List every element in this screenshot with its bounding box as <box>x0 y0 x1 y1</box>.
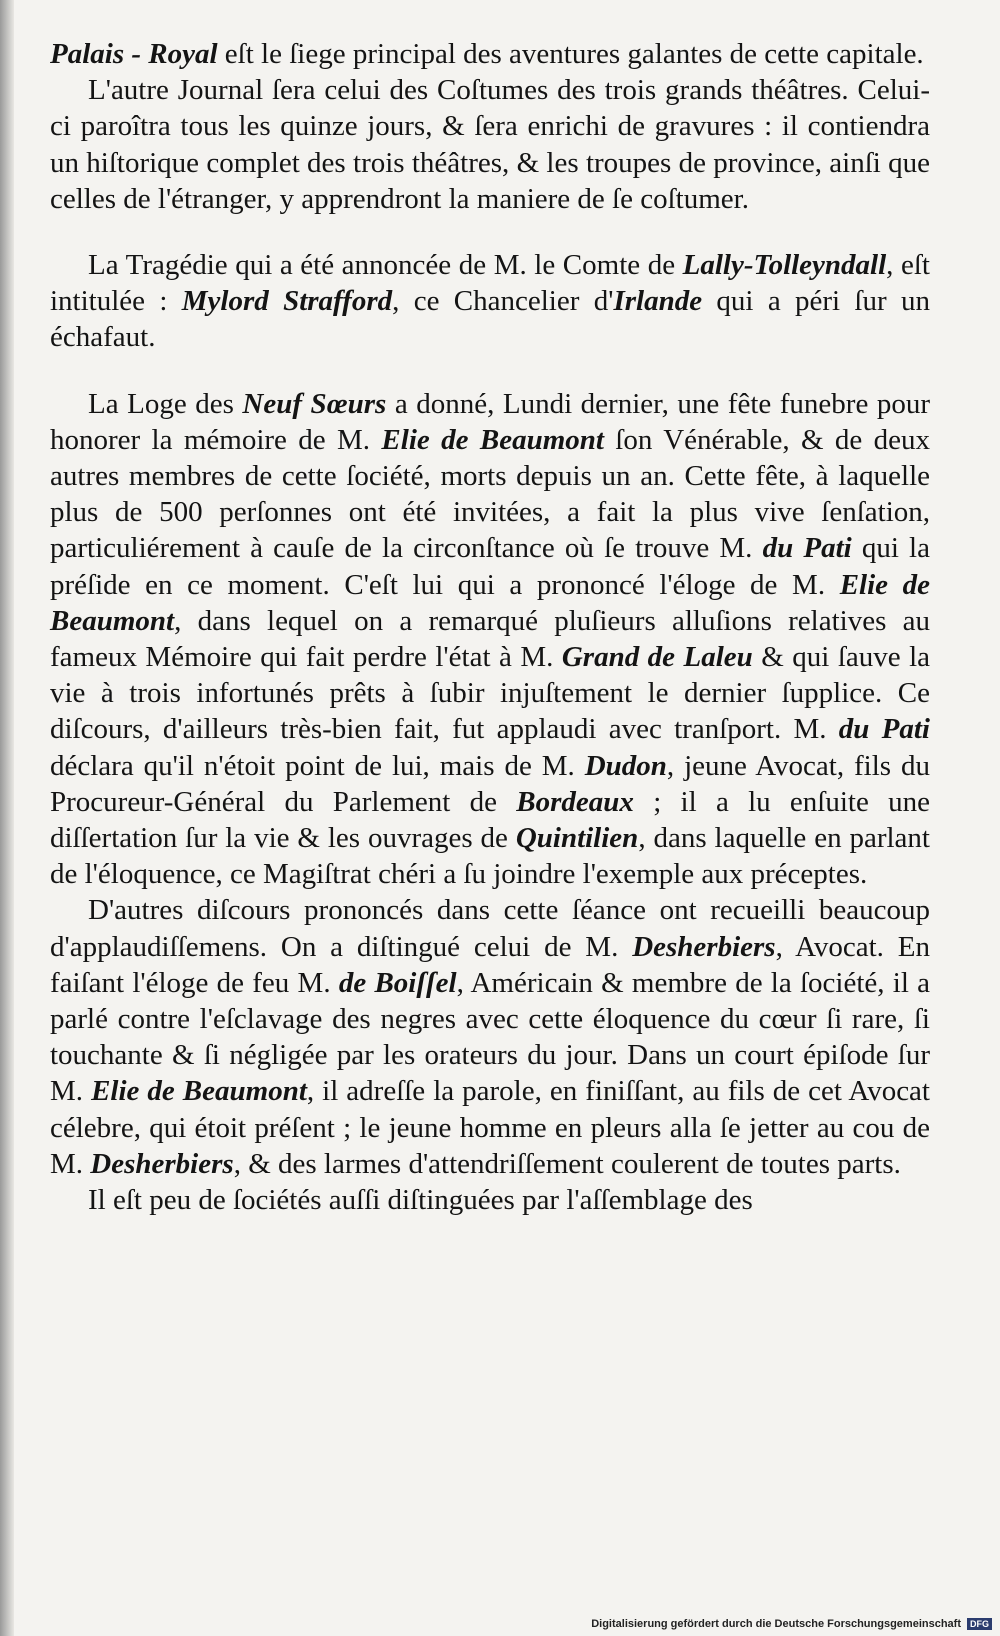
text-run: La Tragédie qui a été annoncée de M. le Comte de <box>88 249 683 282</box>
italic-name: Elie de Beaumont <box>91 1075 307 1108</box>
text-run: L'autre Journal ſera celui des Coſtumes des trois grands théâtres. Celui-ci paroîtra tous les quinze jours, & ſera enrichi de gravures : il contiendra un hiſtorique complet des trois théâtres, & les troupes de province, ainſi que celles de l'étranger, y apprendront la maniere de ſe coſtumer. <box>50 74 930 215</box>
italic-name: du Pati <box>838 713 930 746</box>
italic-name: Palais - Royal <box>50 38 218 70</box>
dfg-logo: DFG <box>967 1618 992 1630</box>
text-run: ; il a lu enſuite une diſſertation ſur la vie & les ouvrages de <box>50 785 931 855</box>
italic-name: Elie de Beaumont <box>50 568 930 637</box>
text-run: eſt le ſiege principal des aventures galantes de cette capitale. <box>217 38 924 70</box>
italic-name: Bordeaux <box>516 785 634 818</box>
text-run: déclara qu'il n'étoit point de lui, mais de M. <box>50 749 585 782</box>
italic-name: Dudon <box>584 749 667 782</box>
page-body <box>50 36 930 1218</box>
text-run: , dans laquelle en parlant de l'éloquence, ce Magiſtrat chéri a ſu joindre l'exemple aux préceptes. <box>50 822 930 891</box>
paragraph-6 <box>50 1182 930 1218</box>
digitization-footer <box>591 1618 992 1630</box>
italic-name: Irlande <box>613 285 703 318</box>
text-run: , dans lequel on a remarqué pluſieurs alluſions relatives au fameux Mémoire qui fait perdre l'état à M. <box>50 604 930 674</box>
text-run: , & des larmes d'attendriſſement coulerent de toutes parts. <box>233 1147 901 1180</box>
text-run: ſon Vénérable, & de deux autres membres de cette ſociété, morts depuis un an. Cette fête, à laquelle plus de 500 perſonnes ont été invitées, a fait la plus vive ſenſation, particuliérement à cauſe de la circonſtance où ſe trouve M. <box>50 423 930 565</box>
text-run: qui la préſide en ce moment. C'eſt lui qui a prononcé l'éloge de M. <box>50 532 930 601</box>
paragraph-2 <box>50 72 930 217</box>
paragraph-3 <box>50 247 930 356</box>
paragraph-5 <box>50 892 930 1182</box>
footer-credit: Digitalisierung gefördert durch die Deutsche Forschungsgemeinschaft <box>591 1618 961 1630</box>
italic-name: Neuf Sœurs <box>242 387 387 420</box>
text-run: La Loge des <box>88 387 243 420</box>
paragraph-4 <box>50 386 930 893</box>
text-run: Il eſt peu de ſociétés auſſi diſtinguées par l'aſſemblage des <box>88 1184 753 1217</box>
italic-name: Elie de Beaumont <box>381 423 604 456</box>
italic-name: Mylord Strafford <box>181 285 393 318</box>
text-run: , eſt intitulée : <box>50 249 930 318</box>
text-run: , il adreſſe la parole, en finiſſant, au fils de cet Avocat célebre, qui étoit préſent ; le jeune homme en pleurs alla ſe jetter au cou de M. <box>50 1075 930 1180</box>
italic-name: Desherbiers <box>632 930 776 963</box>
text-run: D'autres diſcours prononcés dans cette ſéance ont recueilli beaucoup d'applaudiſſemens. On a diſtingué celui de M. <box>50 894 930 963</box>
italic-name: du Pati <box>762 532 852 565</box>
text-run: , Américain & membre de la ſociété, il a parlé contre l'eſclavage des negres avec cette éloquence du cœur ſi rare, ſi touchante & ſi négligée par les orateurs du jour. Dans un court épiſode ſur M. <box>50 966 930 1108</box>
italic-name: Desherbiers <box>90 1147 234 1180</box>
text-run: , jeune Avocat, fils du Procureur-Général du Parlement de <box>50 749 930 818</box>
text-run: & qui ſauve la vie à trois infortunés prêts à ſubir injuſtement le dernier ſupplice. Ce diſcours, d'ailleurs très-bien fait, fut applaudi avec tranſport. M. <box>50 641 931 746</box>
italic-name: Quintilien <box>515 822 639 855</box>
italic-name: de Boiſſel <box>338 966 457 999</box>
paragraph-1 <box>50 36 930 72</box>
text-run: a donné, Lundi dernier, une fête funebre pour honorer la mémoire de M. <box>50 387 931 456</box>
text-run: , Avocat. En faiſant l'éloge de feu M. <box>50 930 930 999</box>
text-run: , ce Chancelier d' <box>392 285 614 318</box>
page-edge-shadow <box>0 0 14 1636</box>
text-run: qui a péri ſur un échafaut. <box>50 285 930 354</box>
italic-name: Grand de Laleu <box>561 641 753 674</box>
italic-name: Lally-Tolleyndall <box>682 249 887 282</box>
